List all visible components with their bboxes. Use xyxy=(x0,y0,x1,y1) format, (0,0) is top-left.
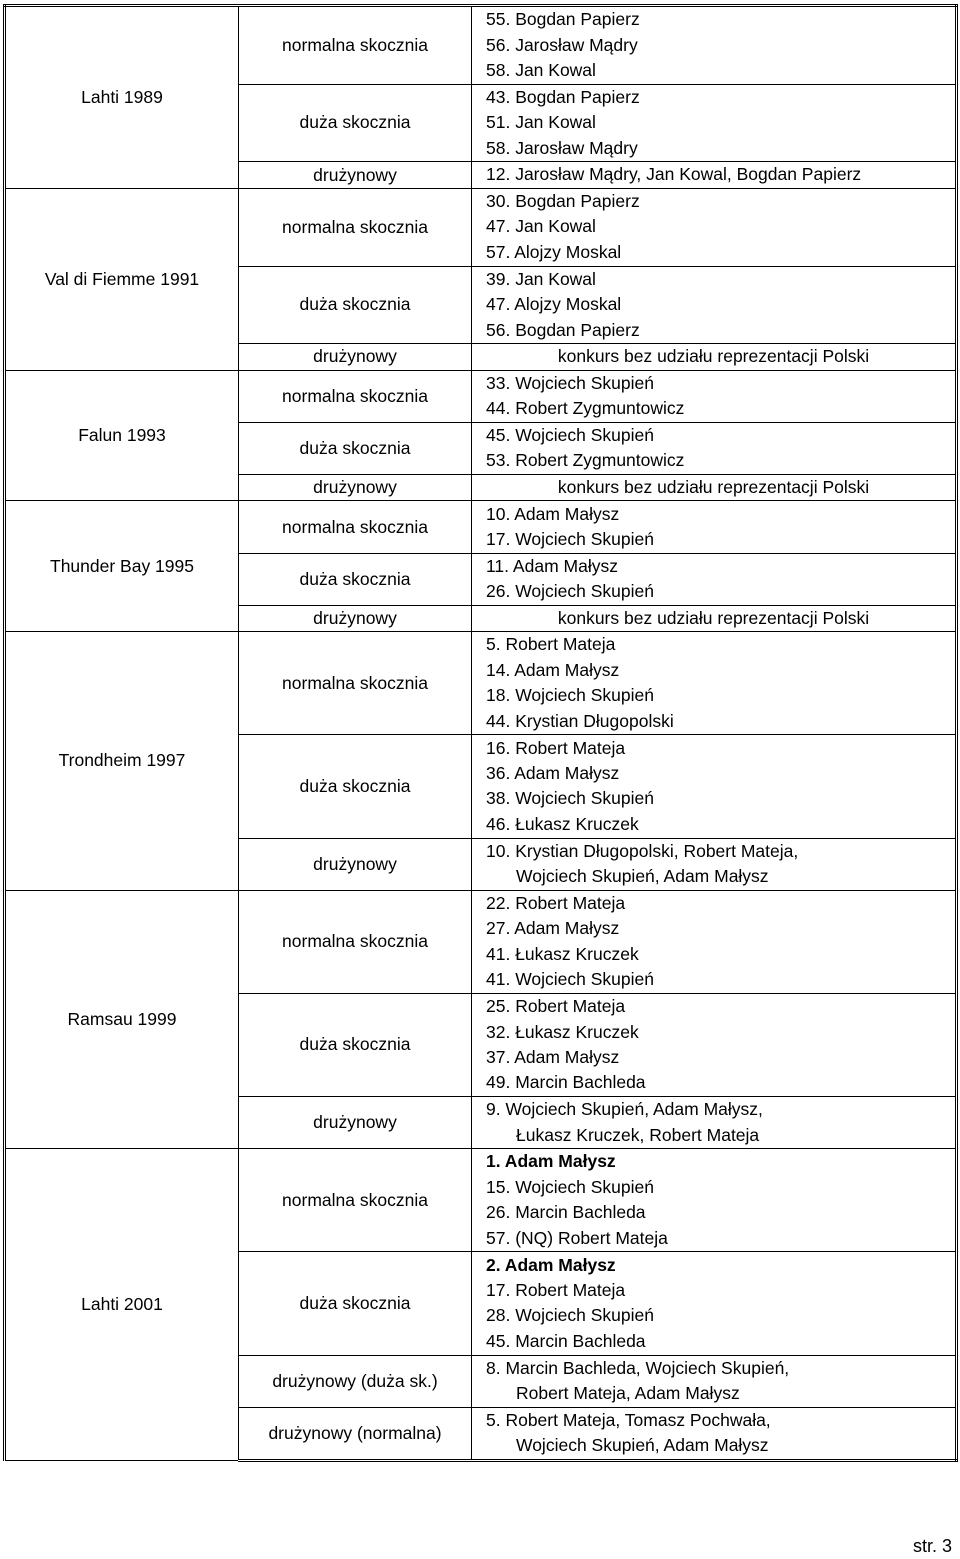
result-list xyxy=(486,189,955,265)
result-entry-continuation: Wojciech Skupień, Adam Małysz xyxy=(516,1435,769,1456)
competition-name: normalna skocznia xyxy=(239,6,472,85)
result-entry: 56. Jarosław Mądry xyxy=(486,34,638,55)
result-entry: 45. Marcin Bachleda xyxy=(486,1330,646,1351)
result-list xyxy=(486,423,955,474)
result-entry: 27. Adam Małysz xyxy=(486,918,620,939)
competition-name: duża skocznia xyxy=(239,1252,472,1355)
competition-name: drużynowy xyxy=(239,474,472,501)
result-entry: 33. Wojciech Skupień xyxy=(486,372,654,393)
competition-results xyxy=(472,501,957,553)
result-entry: 18. Wojciech Skupień xyxy=(486,685,654,706)
competition-name: drużynowy (normalna) xyxy=(239,1407,472,1460)
result-list xyxy=(486,1356,955,1407)
competition-name: duża skocznia xyxy=(239,422,472,474)
result-entry: 41. Wojciech Skupień xyxy=(486,969,654,990)
result-entry: 58. Jan Kowal xyxy=(486,60,596,81)
result-entry: 56. Bogdan Papierz xyxy=(486,319,640,340)
competition-results xyxy=(472,370,957,422)
result-entry: 44. Krystian Długopolski xyxy=(486,710,674,731)
result-entry: 16. Robert Mateja xyxy=(486,737,626,758)
competition-results xyxy=(472,84,957,162)
competition-note: konkurs bez udziału reprezentacji Polski xyxy=(557,476,870,497)
competition-name: duża skocznia xyxy=(239,266,472,344)
result-entry-continuation: Robert Mateja, Adam Małysz xyxy=(516,1383,740,1404)
table-row xyxy=(5,501,957,553)
result-entry: 41. Łukasz Kruczek xyxy=(486,943,639,964)
result-list xyxy=(486,736,955,838)
competition-name: normalna skocznia xyxy=(239,188,472,266)
competition-note: konkurs bez udziału reprezentacji Polski xyxy=(557,607,870,628)
competition-name: normalna skocznia xyxy=(239,501,472,553)
result-entry: 46. Łukasz Kruczek xyxy=(486,813,639,834)
result-entry: 15. Wojciech Skupień xyxy=(486,1176,654,1197)
competition-results xyxy=(472,1407,957,1460)
page-number: str. 3 xyxy=(912,1536,952,1556)
competition-results xyxy=(472,632,957,735)
result-entry: 26. Wojciech Skupień xyxy=(486,581,654,602)
result-entry: 51. Jan Kowal xyxy=(486,112,596,133)
result-list xyxy=(486,502,955,553)
table-row xyxy=(5,188,957,266)
result-list xyxy=(486,839,955,890)
result-entry: 38. Wojciech Skupień xyxy=(486,788,654,809)
competition-results xyxy=(472,890,957,993)
competition-results xyxy=(472,188,957,266)
result-entry: 32. Łukasz Kruczek xyxy=(486,1021,639,1042)
result-list xyxy=(486,1253,955,1355)
championship-place: Val di Fiemme 1991 xyxy=(5,188,239,370)
championship-place: Lahti 1989 xyxy=(5,6,239,189)
championship-place: Trondheim 1997 xyxy=(5,632,239,891)
result-list xyxy=(486,267,955,343)
result-entry: 49. Marcin Bachleda xyxy=(486,1072,646,1093)
result-entry: 22. Robert Mateja xyxy=(486,892,626,913)
result-entry: 43. Bogdan Papierz xyxy=(486,86,640,107)
competition-results xyxy=(472,1355,957,1407)
table-row xyxy=(5,6,957,85)
result-entry: 9. Wojciech Skupień, Adam Małysz, xyxy=(486,1099,763,1120)
table-row xyxy=(5,632,957,735)
result-entry: 8. Marcin Bachleda, Wojciech Skupień, xyxy=(486,1357,790,1378)
competition-name: duża skocznia xyxy=(239,993,472,1096)
result-list xyxy=(486,891,955,993)
competition-results xyxy=(472,1097,957,1149)
competition-results xyxy=(472,838,957,890)
competition-results xyxy=(472,422,957,474)
result-entry: 53. Robert Zygmuntowicz xyxy=(486,450,685,471)
result-list xyxy=(486,1097,955,1148)
result-entry: 26. Marcin Bachleda xyxy=(486,1202,646,1223)
result-list xyxy=(486,85,955,161)
championship-place: Thunder Bay 1995 xyxy=(5,501,239,632)
competition-results xyxy=(472,266,957,344)
competition-name: duża skocznia xyxy=(239,735,472,838)
result-entry: 30. Bogdan Papierz xyxy=(486,191,640,212)
table-row xyxy=(5,1149,957,1252)
competition-name: normalna skocznia xyxy=(239,1149,472,1252)
result-entry: 10. Adam Małysz xyxy=(486,503,620,524)
competition-results xyxy=(472,474,957,501)
result-entry: 57. (NQ) Robert Mateja xyxy=(486,1227,668,1248)
result-entry: 25. Robert Mateja xyxy=(486,996,626,1017)
competition-name: drużynowy xyxy=(239,1097,472,1149)
competition-name: drużynowy xyxy=(239,605,472,632)
result-entry: 28. Wojciech Skupień xyxy=(486,1305,654,1326)
competition-name: duża skocznia xyxy=(239,84,472,162)
result-entry: 37. Adam Małysz xyxy=(486,1046,620,1067)
result-entry: 10. Krystian Długopolski, Robert Mateja, xyxy=(486,840,799,861)
championship-place: Ramsau 1999 xyxy=(5,890,239,1149)
table-row xyxy=(5,890,957,993)
championship-place: Lahti 2001 xyxy=(5,1149,239,1461)
result-entry: 5. Robert Mateja xyxy=(486,634,616,655)
competition-results xyxy=(472,735,957,838)
results-table xyxy=(3,4,958,1462)
result-entry: 11. Adam Małysz xyxy=(486,555,618,576)
result-entry: 57. Alojzy Moskal xyxy=(486,241,622,262)
table-row xyxy=(5,370,957,422)
result-entry: 14. Adam Małysz xyxy=(486,659,620,680)
result-entry: 47. Jan Kowal xyxy=(486,216,596,237)
championship-place: Falun 1993 xyxy=(5,370,239,501)
result-list xyxy=(486,632,955,734)
competition-name: drużynowy (duża sk.) xyxy=(239,1355,472,1407)
result-entry: 47. Alojzy Moskal xyxy=(486,294,622,315)
competition-results xyxy=(472,1149,957,1252)
result-list xyxy=(486,994,955,1096)
result-entry: 45. Wojciech Skupień xyxy=(486,424,654,445)
result-entry: 1. Adam Małysz xyxy=(486,1151,616,1172)
result-entry: 17. Wojciech Skupień xyxy=(486,529,654,549)
competition-name: drużynowy xyxy=(239,344,472,371)
competition-name: drużynowy xyxy=(239,838,472,890)
competition-results xyxy=(472,162,957,189)
result-entry: 44. Robert Zygmuntowicz xyxy=(486,398,685,419)
result-entry: 39. Jan Kowal xyxy=(486,268,596,289)
competition-results xyxy=(472,1252,957,1355)
competition-name: drużynowy xyxy=(239,162,472,189)
competition-results xyxy=(472,993,957,1096)
result-list xyxy=(486,1149,955,1251)
result-entry-continuation: Łukasz Kruczek, Robert Mateja xyxy=(516,1124,760,1145)
result-list xyxy=(486,162,955,187)
competition-results xyxy=(472,6,957,85)
result-entry: 17. Robert Mateja xyxy=(486,1280,626,1301)
competition-results xyxy=(472,605,957,632)
competition-results xyxy=(472,553,957,605)
competition-note: konkurs bez udziału reprezentacji Polski xyxy=(557,346,870,367)
competition-name: normalna skocznia xyxy=(239,890,472,993)
result-list xyxy=(486,1408,955,1459)
competition-results xyxy=(472,344,957,371)
result-list xyxy=(486,7,955,83)
result-entry: 2. Adam Małysz xyxy=(486,1254,616,1275)
result-entry: 55. Bogdan Papierz xyxy=(486,9,640,30)
result-list xyxy=(486,371,955,422)
result-entry-continuation: Wojciech Skupień, Adam Małysz xyxy=(516,866,769,887)
result-entry: 12. Jarosław Mądry, Jan Kowal, Bogdan Papierz xyxy=(486,164,862,185)
result-entry: 58. Jarosław Mądry xyxy=(486,137,638,158)
competition-name: normalna skocznia xyxy=(239,632,472,735)
result-entry: 5. Robert Mateja, Tomasz Pochwała, xyxy=(486,1409,771,1430)
result-list xyxy=(486,554,955,605)
result-entry: 36. Adam Małysz xyxy=(486,763,620,784)
competition-name: normalna skocznia xyxy=(239,370,472,422)
results-table-body xyxy=(5,6,957,1461)
competition-name: duża skocznia xyxy=(239,553,472,605)
